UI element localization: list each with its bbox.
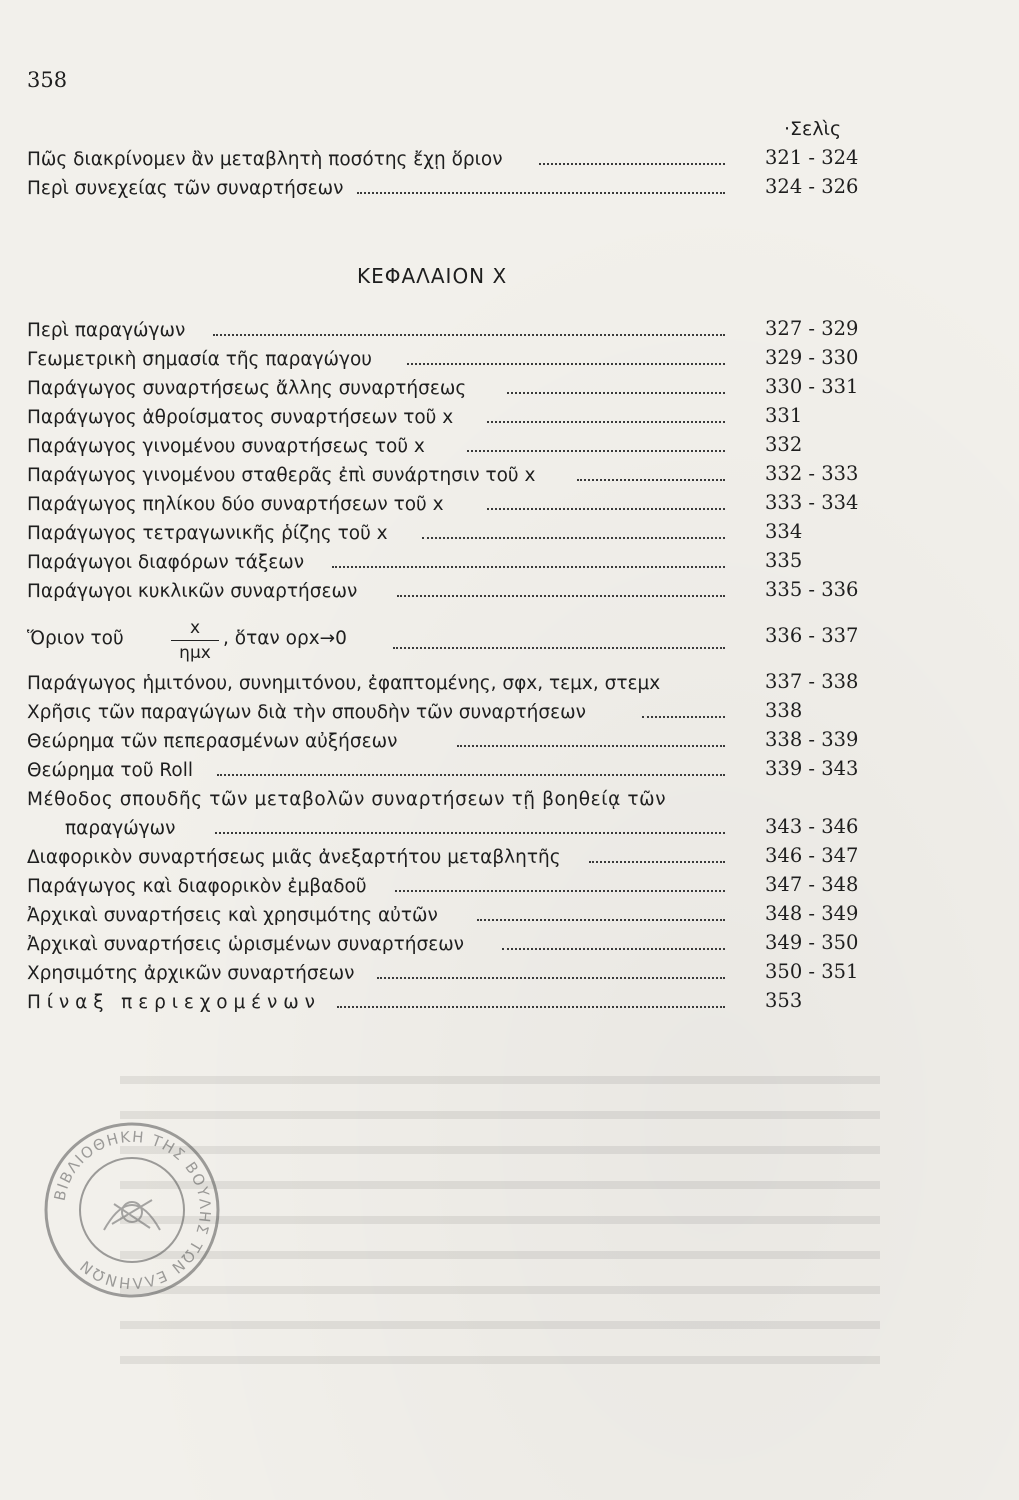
toc-entry	[27, 317, 863, 343]
dot-leader	[213, 334, 725, 336]
dot-leader	[395, 890, 725, 892]
fraction	[167, 618, 223, 663]
toc-entry-title: Πῶς διακρίνομεν ἂν μεταβλητὴ ποσότης ἔχῃ ὅριον	[27, 149, 503, 170]
toc-entry-pages: 330 - 331	[765, 375, 859, 398]
toc-entry-title: Θεώρημα τοῦ Roll	[27, 760, 194, 781]
toc-entry-title: Χρησιμότης ἀρχικῶν συναρτήσεων	[27, 963, 355, 984]
toc-entry	[27, 433, 863, 459]
toc-entry-title: Διαφορικὸν συναρτήσεως μιᾶς ἀνεξαρτήτου μεταβλητῆς	[27, 847, 561, 868]
toc-entry	[27, 757, 863, 783]
toc-entry-pages: 324 - 326	[765, 175, 859, 198]
toc-entry-pages: 347 - 348	[765, 873, 859, 896]
dot-leader	[539, 163, 725, 165]
toc-entry	[27, 989, 863, 1015]
toc-entry-pages: 349 - 350	[765, 931, 859, 954]
toc-entry-pages: 353	[765, 989, 803, 1012]
toc-entry-title: Παράγωγοι κυκλικῶν συναρτήσεων	[27, 581, 358, 602]
toc-entry-title: Παράγωγος πηλίκου δύο συναρτήσεων τοῦ x	[27, 494, 444, 515]
toc-entry-pages: 327 - 329	[765, 317, 859, 340]
toc-entry-pages: 335 - 336	[765, 578, 859, 601]
fraction-bar	[171, 640, 219, 641]
dot-leader	[477, 919, 725, 921]
dot-leader	[357, 192, 725, 194]
toc-entry-pages: 321 - 324	[765, 146, 859, 169]
toc-entry-title-continued: παραγώγων	[65, 818, 176, 839]
toc-entry-title: Ἀρχικαὶ συναρτήσεις ὡρισμένων συναρτήσεων	[27, 934, 465, 955]
toc-entry	[27, 960, 863, 986]
toc-entry-pages: 333 - 334	[765, 491, 859, 514]
toc-entry-title: Ἀρχικαὶ συναρτήσεις καὶ χρησιμότης αὐτῶν	[27, 905, 438, 926]
toc-entry-title: Παράγωγος ἡμιτόνου, συνημιτόνου, ἐφαπτομένης, σφx, τεμx, στεμx	[27, 673, 661, 694]
dot-leader	[487, 421, 725, 423]
toc-entry	[27, 931, 863, 957]
toc-entry-pages: 331	[765, 404, 803, 427]
limit-suffix: , ὅταν ορx→0	[223, 628, 347, 649]
dot-leader	[393, 647, 725, 649]
toc-entry	[27, 902, 863, 928]
toc-entry-title: Παράγωγοι διαφόρων τάξεων	[27, 552, 305, 573]
dot-leader	[487, 508, 725, 510]
toc-entry	[27, 175, 863, 201]
limit-prefix: Ὅριον τοῦ	[27, 628, 124, 649]
toc-entry	[27, 873, 863, 899]
toc-entry-title: Παράγωγος γινομένου σταθερᾶς ἐπὶ συνάρτησιν τοῦ x	[27, 465, 536, 486]
toc-entry	[27, 491, 863, 517]
toc-entry	[27, 375, 863, 401]
toc-entry	[27, 146, 863, 172]
dot-leader	[377, 977, 725, 979]
toc-entry-pages: 336 - 337	[765, 624, 859, 647]
dot-leader	[422, 537, 725, 539]
dot-leader	[467, 450, 725, 452]
toc-entry-pages: 332 - 333	[765, 462, 859, 485]
toc-entry	[27, 404, 863, 430]
toc-entry-title: Περὶ παραγώγων	[27, 320, 186, 341]
toc-entry	[27, 462, 863, 488]
toc-entry	[27, 728, 863, 754]
toc-entry-title: Παράγωγος συναρτήσεως ἄλλης συναρτήσεως	[27, 378, 467, 399]
toc-entry-pages: 338	[765, 699, 803, 722]
toc-entry	[27, 346, 863, 372]
toc-entry	[27, 549, 863, 575]
toc-entry-pages: 348 - 349	[765, 902, 859, 925]
toc-entry-title: Χρῆσις τῶν παραγώγων διὰ τὴν σπουδὴν τῶν συναρτήσεων	[27, 702, 586, 723]
toc-entry-pages: 339 - 343	[765, 757, 859, 780]
page-number: 358	[27, 68, 68, 92]
toc-entry-title: Παράγωγος καὶ διαφορικὸν ἐμβαδοῦ	[27, 876, 367, 897]
library-stamp	[42, 1120, 222, 1300]
stamp-text: ΒΙΒΛΙΟΘΗΚΗ ΤΗΣ ΒΟΥΛΗΣ ΤΩΝ ΕΛΛΗΝΩΝ	[50, 1127, 215, 1293]
toc-entry	[27, 670, 863, 696]
toc-entry-title: Παράγωγος τετραγωνικῆς ῥίζης τοῦ x	[27, 523, 388, 544]
fraction-denominator: ημx	[179, 643, 211, 663]
toc-entry-title: Π ί ν α ξ π ε ρ ι ε χ ο μ έ ν ω ν	[27, 992, 315, 1013]
dot-leader	[507, 392, 725, 394]
toc-entry-pages: 346 - 347	[765, 844, 859, 867]
svg-text:ΒΙΒΛΙΟΘΗΚΗ ΤΗΣ ΒΟΥΛΗΣ ΤΩΝ ΕΛΛΗ	[51, 1128, 215, 1292]
toc-entry-title: Θεώρημα τῶν πεπερασμένων αὐξήσεων	[27, 731, 398, 752]
toc-entry-pages: 350 - 351	[765, 960, 859, 983]
dot-leader	[642, 716, 725, 718]
toc-entry-method-line1	[27, 786, 863, 812]
toc-entry-pages: 332	[765, 433, 803, 456]
toc-entry-title: Παράγωγος ἀθροίσματος συναρτήσεων τοῦ x	[27, 407, 454, 428]
chapter-heading: ΚΕΦΑΛΑΙΟΝ X	[357, 264, 508, 288]
toc-entry	[27, 844, 863, 870]
dot-leader	[332, 566, 725, 568]
toc-entry-pages: 329 - 330	[765, 346, 859, 369]
fraction-numerator: x	[189, 618, 201, 638]
dot-leader	[337, 1006, 725, 1008]
toc-entry-method-line2	[27, 815, 863, 841]
toc-entry-title: Περὶ συνεχείας τῶν συναρτήσεων	[27, 178, 344, 199]
column-header-pages: ·Σελὶς	[784, 118, 842, 140]
toc-entry-pages: 343 - 346	[765, 815, 859, 838]
toc-entry	[27, 520, 863, 546]
toc-entry-title: Παράγωγος γινομένου συναρτήσεως τοῦ x	[27, 436, 425, 457]
toc-entry-title: Γεωμετρικὴ σημασία τῆς παραγώγου	[27, 349, 372, 370]
dot-leader	[215, 832, 725, 834]
toc-entry-limit	[27, 618, 863, 670]
dot-leader	[457, 745, 725, 747]
toc-entry-title: Μέθοδος σπουδῆς τῶν μεταβολῶν συναρτήσεων τῇ βοηθείᾳ τῶν	[27, 789, 667, 810]
toc-entry-pages: 335	[765, 549, 803, 572]
dot-leader	[397, 595, 725, 597]
toc-entry-pages: 337 - 338	[765, 670, 859, 693]
toc-entry-pages: 338 - 339	[765, 728, 859, 751]
toc-entry	[27, 699, 863, 725]
dot-leader	[589, 861, 725, 863]
toc-entry	[27, 578, 863, 604]
dot-leader	[217, 774, 725, 776]
dot-leader	[502, 948, 725, 950]
toc-entry-pages: 334	[765, 520, 803, 543]
dot-leader	[407, 363, 725, 365]
dot-leader	[577, 479, 725, 481]
